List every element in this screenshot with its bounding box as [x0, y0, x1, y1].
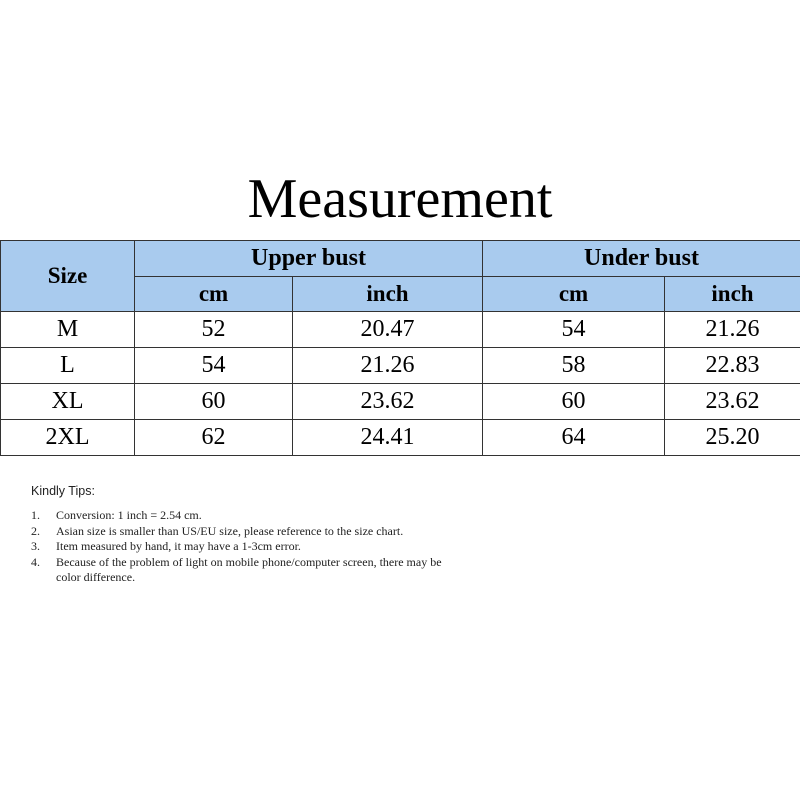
size-chart-table — [0, 240, 800, 456]
under-bust-cm-header: cm — [483, 277, 665, 312]
upper-bust-cm-header: cm — [135, 277, 293, 312]
tip-number: 4. — [31, 554, 40, 569]
under-bust-inch-cell: 23.62 — [665, 384, 800, 420]
tip-number: 2. — [31, 523, 40, 538]
tip-text: Item measured by hand, it may have a 1-3cm error. — [56, 539, 301, 553]
table-row — [1, 384, 800, 420]
under-bust-inch-cell: 22.83 — [665, 348, 800, 384]
under-bust-cm-cell: 54 — [483, 312, 665, 348]
tip-number: 3. — [31, 539, 40, 553]
size-cell: 2XL — [1, 420, 135, 456]
tip-text-continued: color difference. — [56, 570, 136, 584]
tip-item — [31, 539, 731, 555]
tips-title: Kindly Tips: — [31, 484, 95, 498]
upper-bust-cm-cell: 60 — [135, 384, 293, 420]
under-bust-cm-cell: 60 — [483, 384, 665, 420]
upper-bust-cm-cell: 52 — [135, 312, 293, 348]
tip-number: 1. — [31, 508, 40, 522]
tip-text: Because of the problem of light on mobile phone/computer screen, there may be — [56, 554, 442, 569]
table-row — [1, 348, 800, 384]
upper-bust-inch-cell: 20.47 — [293, 312, 483, 348]
page-title: Measurement — [247, 168, 553, 230]
under-bust-inch-cell: 25.20 — [665, 420, 800, 456]
tip-item — [31, 508, 731, 524]
size-cell: L — [1, 348, 135, 384]
under-bust-cm-cell: 64 — [483, 420, 665, 456]
size-cell: M — [1, 312, 135, 348]
tip-item — [31, 524, 731, 540]
tip-item — [31, 555, 731, 586]
table-row — [1, 312, 800, 348]
upper-bust-cm-cell: 62 — [135, 420, 293, 456]
upper-bust-inch-cell: 23.62 — [293, 384, 483, 420]
tip-text: Asian size is smaller than US/EU size, please reference to the size chart. — [56, 523, 404, 538]
kindly-tips — [31, 484, 731, 586]
upper-bust-header: Upper bust — [135, 241, 483, 277]
under-bust-inch-cell: 21.26 — [665, 312, 800, 348]
size-header: Size — [1, 241, 135, 312]
upper-bust-inch-cell: 24.41 — [293, 420, 483, 456]
under-bust-header: Under bust — [483, 241, 800, 277]
size-cell: XL — [1, 384, 135, 420]
upper-bust-cm-cell: 54 — [135, 348, 293, 384]
tip-text: Conversion: 1 inch = 2.54 cm. — [56, 508, 202, 522]
upper-bust-inch-cell: 21.26 — [293, 348, 483, 384]
under-bust-inch-header: inch — [665, 277, 800, 312]
group-header-row — [1, 241, 800, 277]
upper-bust-inch-header: inch — [293, 277, 483, 312]
table-row — [1, 420, 800, 456]
under-bust-cm-cell: 58 — [483, 348, 665, 384]
